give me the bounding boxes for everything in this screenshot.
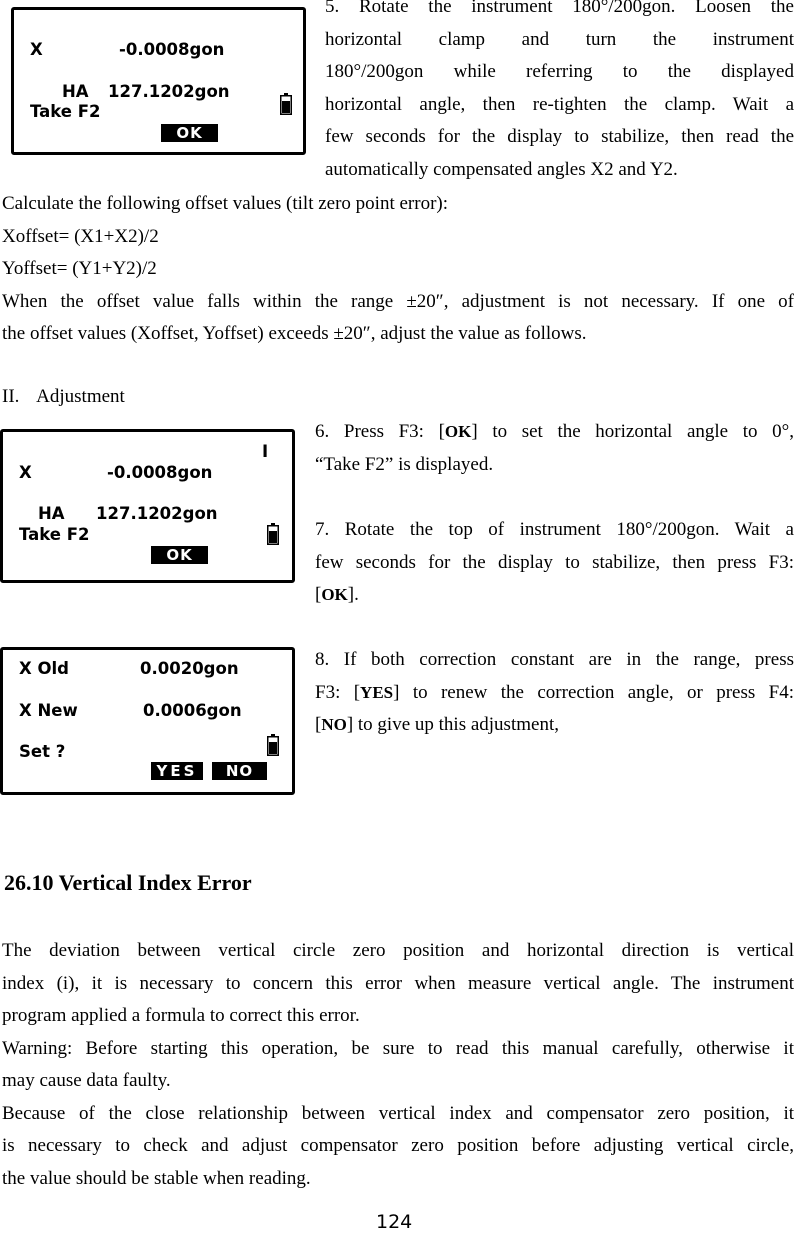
battery-icon xyxy=(267,734,279,756)
step-5-text xyxy=(325,0,794,186)
set-prompt: Set ? xyxy=(19,742,66,761)
text-line: [NO] to give up this adjustment, xyxy=(315,714,559,735)
offset-calculation xyxy=(2,188,794,351)
ha-value: 127.1202gon xyxy=(108,82,230,101)
text-line: 7. Rotate the top of instrument 180°/200gon. Wait a xyxy=(315,519,794,540)
ok-softkey[interactable]: OK xyxy=(151,546,208,564)
step-6-text xyxy=(315,416,794,481)
x-new-value: 0.0006gon xyxy=(143,701,242,720)
step-7-text xyxy=(315,514,794,612)
text-line: When the offset value falls within the range ±20″, adjustment is not necessary. If one of xyxy=(2,290,794,312)
ok-softkey[interactable]: OK xyxy=(161,124,218,142)
section-heading-vertical-index-error: 26.10 Vertical Index Error xyxy=(4,870,252,895)
step-8-text xyxy=(315,644,794,742)
section-heading-adjustment xyxy=(2,386,125,408)
text-line: may cause data faulty. xyxy=(2,1070,171,1091)
text-line: Because of the close relationship between vertical index and compensator zero position, it xyxy=(2,1102,794,1124)
text-line: Calculate the following offset values (tilt zero point error): xyxy=(2,193,449,214)
yes-key-label: YES xyxy=(360,682,394,702)
text-line: “Take F2” is displayed. xyxy=(315,453,494,475)
prompt-text: Take F2 xyxy=(30,102,101,121)
page-number: 124 xyxy=(376,1211,413,1233)
lcd-screen-take-f2-indicator xyxy=(0,429,295,583)
text-line: automatically compensated angles X2 and Y2. xyxy=(325,158,678,180)
x-label: X xyxy=(19,463,32,482)
text-line: the offset values (Xoffset, Yoffset) exceeds ±20″, adjust the value as follows. xyxy=(2,323,587,344)
text-line: 5. Rotate the instrument 180°/200gon. Loosen the xyxy=(325,0,794,17)
x-old-label: X Old xyxy=(19,659,69,678)
text-line: The deviation between vertical circle zero position and horizontal direction is vertical xyxy=(2,940,794,961)
x-old-value: 0.0020gon xyxy=(140,659,239,678)
text-line: horizontal angle, then re-tighten the clamp. Wait a xyxy=(325,93,794,115)
ok-key-label: OK xyxy=(321,585,348,604)
text-line: 6. Press F3: [OK] to set the horizontal angle to 0°, xyxy=(315,421,794,442)
lcd-screen-set-confirm xyxy=(0,647,295,795)
vertical-index-body xyxy=(2,935,794,1195)
battery-icon xyxy=(267,523,279,545)
text-line: index (i), it is necessary to concern this error when measure vertical angle. The instrument xyxy=(2,972,794,994)
prompt-text: Take F2 xyxy=(19,525,90,544)
section-title: Adjustment xyxy=(36,386,125,407)
text-line: horizontal clamp and turn the instrument xyxy=(325,28,794,50)
battery-icon xyxy=(280,93,292,115)
yoffset-formula: Yoffset= (Y1+Y2)/2 xyxy=(2,258,157,279)
xoffset-formula: Xoffset= (X1+X2)/2 xyxy=(2,225,159,247)
no-key-label: NO xyxy=(321,715,347,734)
text-line: the value should be stable when reading. xyxy=(2,1167,311,1189)
text-line: is necessary to check and adjust compensator zero position before adjusting vertical circle, xyxy=(2,1135,794,1156)
text-line: [OK]. xyxy=(315,584,359,605)
text-line: 180°/200gon while referring to the displayed xyxy=(325,61,794,82)
section-number: II. xyxy=(2,386,20,407)
warning-text: Warning: Before starting this operation, be sure to read this manual carefully, otherwise it xyxy=(2,1037,794,1059)
text-line: few seconds for the display to stabilize, then read the xyxy=(325,126,794,147)
ha-label: HA xyxy=(38,504,65,523)
indicator-i: I xyxy=(262,442,269,461)
no-softkey[interactable]: NO xyxy=(212,762,267,780)
x-new-label: X New xyxy=(19,701,78,720)
text-line: 8. If both correction constant are in the range, press xyxy=(315,649,794,670)
x-label: X xyxy=(30,40,43,59)
text-line: few seconds for the display to stabilize, then press F3: xyxy=(315,551,794,573)
yes-softkey[interactable]: YES xyxy=(151,762,203,780)
ha-label: HA xyxy=(62,82,89,101)
x-value: -0.0008gon xyxy=(119,40,225,59)
text-line: F3: [YES] to renew the correction angle, or press F4: xyxy=(315,681,794,703)
text-line: program applied a formula to correct this error. xyxy=(2,1005,360,1026)
x-value: -0.0008gon xyxy=(107,463,213,482)
ok-key-label: OK xyxy=(444,422,472,441)
ha-value: 127.1202gon xyxy=(96,504,218,523)
lcd-screen-take-f2 xyxy=(11,7,306,155)
